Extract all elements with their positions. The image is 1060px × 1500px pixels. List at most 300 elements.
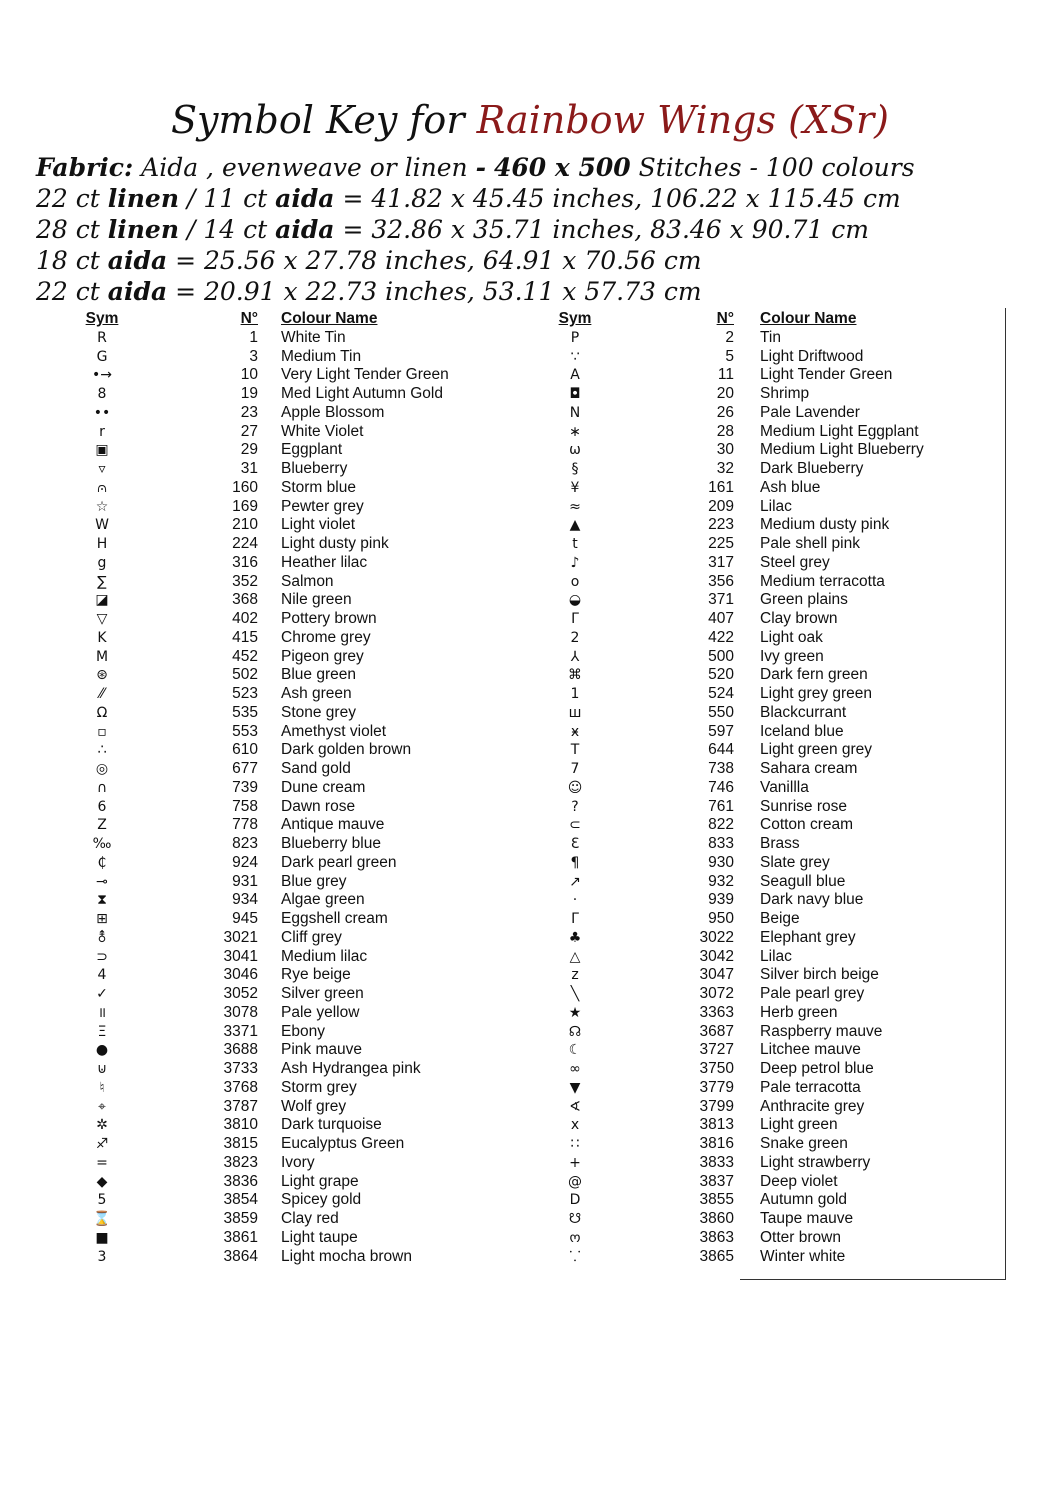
floss-number: 3750 — [699, 1060, 734, 1077]
key-row — [0, 404, 1060, 423]
colour-name: Cotton cream — [760, 816, 854, 834]
key-row — [0, 1098, 1060, 1117]
floss-number: 3688 — [223, 1041, 258, 1059]
floss-symbol: g — [97, 554, 107, 571]
floss-symbol: 2 — [570, 629, 580, 646]
fabric-sep: - — [475, 153, 486, 182]
stitch-count: 460 x 500 — [493, 153, 631, 182]
size-dimensions: = 32.86 x 35.71 inches, 83.46 x 90.71 cm — [342, 215, 869, 244]
floss-symbol: ӿ — [570, 723, 580, 740]
floss-symbol: ‰ — [92, 836, 112, 852]
floss-number: 160 — [232, 478, 258, 496]
key-row — [0, 985, 1060, 1004]
floss-symbol: ⊃ — [96, 948, 108, 965]
key-row — [0, 816, 1060, 835]
floss-number: 553 — [232, 722, 258, 740]
floss-symbol: R — [97, 329, 107, 346]
colour-name: Antique mauve — [281, 816, 385, 834]
floss-symbol: ☺ — [567, 779, 583, 796]
floss-number: 3046 — [223, 966, 258, 984]
floss-number: 3810 — [223, 1116, 258, 1134]
size-fabric-alt: aida — [275, 184, 335, 213]
size-fabric: aida — [107, 277, 168, 306]
colour-name: Beige — [760, 910, 800, 927]
key-row — [0, 479, 1060, 498]
floss-number: 32 — [716, 460, 734, 477]
floss-symbol: ∷ — [570, 1136, 580, 1152]
key-row — [0, 348, 1060, 367]
floss-number: 822 — [708, 816, 734, 834]
floss-number: 3042 — [699, 947, 734, 965]
header-sym: Sym — [85, 310, 119, 327]
floss-symbol: @ — [568, 1173, 582, 1190]
floss-number: 950 — [708, 910, 734, 927]
floss-number: 407 — [708, 610, 734, 627]
floss-symbol: ◆ — [96, 1173, 108, 1190]
floss-symbol: ☊ — [568, 1023, 582, 1040]
floss-symbol: ⧗ — [97, 892, 107, 909]
floss-symbol: ॥ — [97, 1004, 107, 1021]
floss-symbol: Γ — [571, 911, 579, 927]
colour-name: Pale shell pink — [760, 535, 860, 552]
floss-number: 677 — [232, 760, 258, 777]
size-count: 18 ct — [36, 246, 100, 275]
floss-symbol: ∢ — [569, 1098, 581, 1115]
floss-number: 3078 — [223, 1003, 258, 1021]
floss-symbol: 1 — [570, 686, 580, 702]
floss-number: 3837 — [699, 1172, 734, 1190]
key-row — [0, 460, 1060, 479]
floss-symbol: ⊂ — [569, 817, 581, 834]
floss-number: 371 — [708, 591, 734, 609]
floss-number: 823 — [232, 835, 258, 852]
floss-symbol: ₵ — [97, 854, 107, 871]
floss-number: 3813 — [699, 1116, 734, 1134]
colour-name: Medium lilac — [281, 947, 368, 965]
colour-name: Apple Blossom — [281, 403, 385, 421]
floss-symbol: ⊍ — [96, 1061, 108, 1077]
floss-symbol: ● — [95, 1042, 109, 1059]
floss-symbol: ◪ — [95, 592, 109, 609]
floss-number: 209 — [708, 497, 734, 515]
floss-symbol: z — [571, 967, 579, 984]
colour-name: Clay brown — [760, 610, 838, 627]
floss-symbol: ⊞ — [96, 911, 108, 927]
colour-name: Vanillla — [760, 778, 809, 796]
size-fabric: aida — [107, 246, 168, 275]
colour-name: Dawn rose — [281, 797, 356, 815]
colour-name: Medium terracotta — [760, 572, 885, 590]
floss-number: 761 — [708, 797, 734, 815]
floss-number: 28 — [716, 422, 734, 440]
key-row — [0, 554, 1060, 573]
colour-name: Blue grey — [281, 872, 347, 890]
column-header — [0, 310, 1060, 329]
key-row — [0, 873, 1060, 892]
key-row — [0, 498, 1060, 517]
floss-number: 610 — [232, 741, 258, 759]
colour-name: Light violet — [281, 516, 356, 534]
key-row — [0, 1229, 1060, 1248]
colour-name: Storm grey — [281, 1078, 357, 1096]
key-row — [0, 441, 1060, 460]
floss-symbol: A — [570, 367, 580, 384]
floss-number: 500 — [708, 647, 734, 665]
colour-name: Silver green — [281, 985, 364, 1002]
colour-name: Eggplant — [281, 441, 343, 459]
floss-number: 746 — [708, 778, 734, 796]
colour-name: Deep petrol blue — [760, 1060, 874, 1077]
size-line — [36, 214, 1036, 245]
floss-number: 23 — [240, 403, 258, 421]
floss-symbol: Ξ — [97, 1023, 107, 1040]
floss-symbol: ∩ — [96, 779, 108, 796]
floss-symbol: 7 — [570, 761, 580, 777]
page-title — [0, 92, 1060, 148]
floss-number: 3799 — [699, 1097, 734, 1115]
colour-name: Dark Blueberry — [760, 460, 864, 477]
key-row — [0, 666, 1060, 685]
size-count-alt: / 14 ct — [186, 215, 268, 244]
key-row — [0, 948, 1060, 967]
floss-number: 20 — [716, 385, 734, 402]
size-line — [36, 245, 1036, 276]
colour-name: Clay red — [281, 1210, 339, 1227]
fabric-label: Fabric: — [36, 153, 134, 182]
key-row — [0, 910, 1060, 929]
colour-name: Medium Light Eggplant — [760, 422, 919, 440]
header-number: N° — [240, 310, 258, 327]
floss-number: 31 — [240, 460, 258, 477]
colour-name: Ivy green — [760, 647, 824, 665]
floss-symbol: ♮ — [99, 1079, 105, 1096]
key-row — [0, 854, 1060, 873]
colour-name: Seagull blue — [760, 872, 846, 890]
floss-symbol: § — [571, 461, 579, 477]
size-fabric: linen — [107, 184, 180, 213]
floss-symbol: ω — [569, 442, 581, 459]
floss-number: 738 — [708, 760, 734, 777]
floss-symbol: ⩀ — [97, 479, 107, 496]
floss-number: 10 — [240, 366, 258, 384]
colour-name: Iceland blue — [760, 722, 844, 740]
size-dimensions: = 20.91 x 22.73 inches, 53.11 x 57.73 cm — [175, 277, 702, 306]
colour-name: Amethyst violet — [281, 722, 387, 740]
floss-number: 316 — [232, 553, 258, 571]
floss-number: 3047 — [699, 966, 734, 984]
colour-name: Medium Light Blueberry — [760, 441, 924, 459]
floss-symbol: N — [569, 404, 581, 421]
key-row — [0, 891, 1060, 910]
floss-symbol: ∑ — [97, 573, 107, 590]
floss-symbol: o — [570, 573, 580, 590]
colour-name: Pale yellow — [281, 1003, 360, 1021]
colour-name: Light dusty pink — [281, 535, 389, 552]
size-count: 22 ct — [36, 184, 100, 213]
floss-symbol: ◎ — [95, 761, 109, 777]
colour-name: Steel grey — [760, 553, 830, 571]
colour-name: Salmon — [281, 572, 334, 590]
floss-number: 223 — [708, 516, 734, 534]
floss-number: 3052 — [223, 985, 258, 1002]
colour-name: Medium Tin — [281, 347, 362, 365]
colour-name: Autumn gold — [760, 1191, 848, 1209]
floss-number: 3 — [249, 347, 258, 365]
floss-number: 520 — [708, 666, 734, 684]
colour-name: Dune cream — [281, 778, 366, 796]
size-dimensions: = 25.56 x 27.78 inches, 64.91 x 70.56 cm — [175, 246, 702, 275]
floss-symbol: ⁄⁄ — [99, 686, 105, 702]
floss-number: 3865 — [699, 1247, 734, 1265]
floss-number: 924 — [232, 853, 258, 871]
floss-number: 3861 — [223, 1228, 258, 1246]
colour-name: Shrimp — [760, 385, 810, 402]
floss-number: 225 — [708, 535, 734, 552]
floss-symbol: G — [96, 348, 108, 365]
key-row — [0, 366, 1060, 385]
floss-symbol: 8 — [97, 386, 107, 402]
floss-number: 161 — [708, 478, 734, 496]
floss-number: 3779 — [699, 1078, 734, 1096]
floss-number: 597 — [708, 722, 734, 740]
colour-name: Nile green — [281, 591, 352, 609]
size-dimensions: = 41.82 x 45.45 inches, 106.22 x 115.45 cm — [342, 184, 901, 213]
floss-number: 502 — [232, 666, 258, 684]
floss-number: 317 — [708, 553, 734, 571]
size-count: 22 ct — [36, 277, 100, 306]
floss-symbol: ▣ — [95, 442, 109, 459]
colour-name: Wolf grey — [281, 1097, 347, 1115]
colour-name: Cliff grey — [281, 928, 342, 946]
floss-symbol: Ɛ — [570, 836, 580, 852]
floss-symbol: ¥ — [570, 479, 580, 496]
floss-symbol: D — [569, 1192, 581, 1209]
floss-symbol: ⌛ — [93, 1211, 111, 1227]
key-row — [0, 516, 1060, 535]
floss-number: 3863 — [699, 1228, 734, 1246]
floss-symbol: ◒ — [568, 592, 582, 609]
colour-name: Otter brown — [760, 1228, 841, 1246]
colour-name: Heather lilac — [281, 553, 368, 571]
floss-symbol: ¶ — [570, 854, 580, 871]
floss-symbol: t — [572, 536, 578, 552]
key-row — [0, 1004, 1060, 1023]
floss-symbol: ⊛ — [96, 667, 108, 684]
colour-name: Blueberry blue — [281, 835, 381, 852]
floss-symbol: ■ — [95, 1229, 109, 1246]
size-fabric: linen — [107, 215, 180, 244]
size-count-alt: / 11 ct — [186, 184, 268, 213]
floss-number: 3041 — [223, 947, 258, 965]
colour-name: Pigeon grey — [281, 647, 364, 665]
floss-number: 3815 — [223, 1135, 258, 1152]
key-row — [0, 798, 1060, 817]
floss-number: 224 — [232, 535, 258, 552]
key-row — [0, 1023, 1060, 1042]
key-column-right — [0, 310, 1060, 1266]
floss-number: 368 — [232, 591, 258, 609]
floss-number: 524 — [708, 685, 734, 702]
key-row — [0, 741, 1060, 760]
floss-number: 352 — [232, 572, 258, 590]
colour-name: Light Driftwood — [760, 347, 864, 365]
colour-name: Light taupe — [281, 1228, 358, 1246]
size-count: 28 ct — [36, 215, 100, 244]
floss-number: 19 — [240, 385, 258, 402]
floss-symbol: ш — [568, 704, 582, 721]
colour-name: Algae green — [281, 891, 365, 909]
floss-symbol: ⌘ — [568, 667, 582, 684]
colour-name: Pottery brown — [281, 610, 377, 627]
floss-symbol: ╲ — [570, 986, 580, 1002]
key-row — [0, 1248, 1060, 1267]
floss-number: 3022 — [699, 928, 734, 946]
floss-number: 3687 — [699, 1022, 734, 1040]
colour-name: Herb green — [760, 1003, 838, 1021]
floss-symbol: •• — [93, 404, 111, 421]
floss-symbol: x — [570, 1117, 580, 1134]
colour-name: Pink mauve — [281, 1041, 362, 1059]
floss-number: 3733 — [223, 1060, 258, 1077]
fabric-types: Aida , evenweave or linen — [141, 153, 468, 182]
floss-symbol: •→ — [92, 367, 112, 384]
floss-number: 422 — [708, 628, 734, 646]
floss-symbol: 3 — [97, 1248, 107, 1265]
header-sym: Sym — [558, 310, 592, 327]
floss-symbol: ♐ — [95, 1136, 109, 1152]
floss-number: 3833 — [699, 1153, 734, 1171]
key-row — [0, 1210, 1060, 1229]
colour-name: Sahara cream — [760, 760, 858, 777]
colour-name: Green plains — [760, 591, 848, 609]
colour-name: Anthracite grey — [760, 1097, 865, 1115]
floss-number: 169 — [232, 497, 258, 515]
size-line — [36, 183, 1036, 214]
floss-symbol: W — [95, 517, 109, 534]
colour-name: Very Light Tender Green — [281, 366, 449, 384]
floss-symbol: Z — [97, 817, 107, 834]
colour-name: Pale terracotta — [760, 1078, 861, 1096]
floss-symbol: ♪ — [570, 554, 580, 571]
floss-number: 3816 — [699, 1135, 734, 1152]
stitches-suffix: Stitches - 100 colours — [638, 153, 915, 182]
key-row — [0, 1173, 1060, 1192]
floss-symbol: ▲ — [569, 517, 581, 534]
floss-number: 3371 — [223, 1022, 258, 1040]
colour-name: Ash Hydrangea pink — [281, 1060, 421, 1077]
colour-name: Lilac — [760, 947, 792, 965]
floss-symbol: H — [96, 536, 108, 552]
floss-symbol: △ — [569, 948, 581, 965]
colour-name: Chrome grey — [281, 628, 371, 646]
key-row — [0, 1154, 1060, 1173]
key-row — [0, 1116, 1060, 1135]
colour-name: Tin — [760, 328, 781, 346]
floss-number: 3072 — [699, 985, 734, 1002]
colour-name: Spicey gold — [281, 1191, 362, 1209]
key-row — [0, 591, 1060, 610]
floss-symbol: ✲ — [96, 1117, 108, 1134]
key-row — [0, 648, 1060, 667]
colour-name: Dark fern green — [760, 666, 868, 684]
floss-number: 210 — [232, 516, 258, 534]
colour-name: Dark navy blue — [760, 891, 864, 909]
colour-name: Eucalyptus Green — [281, 1135, 405, 1152]
floss-symbol: ✓ — [96, 986, 108, 1002]
size-fabric-alt: aida — [275, 215, 335, 244]
floss-symbol: · — [572, 892, 578, 909]
floss-symbol: ∞ — [569, 1061, 581, 1077]
floss-symbol: 5 — [97, 1192, 107, 1209]
floss-symbol: ☾ — [568, 1042, 582, 1059]
floss-symbol: ↗ — [569, 873, 581, 890]
floss-number: 3727 — [699, 1041, 734, 1059]
floss-number: 30 — [716, 441, 734, 459]
colour-name: Taupe mauve — [760, 1210, 854, 1227]
floss-symbol: ∴ — [97, 742, 107, 759]
floss-number: 3021 — [223, 928, 258, 946]
floss-symbol: T — [570, 742, 580, 759]
colour-name: Ash green — [281, 685, 352, 702]
key-row — [0, 760, 1060, 779]
floss-number: 932 — [708, 872, 734, 890]
colour-name: Blackcurrant — [760, 703, 847, 721]
floss-symbol: P — [570, 329, 580, 346]
key-row — [0, 685, 1060, 704]
colour-name: Light oak — [760, 628, 823, 646]
key-row — [0, 1135, 1060, 1154]
colour-name: Stone grey — [281, 703, 356, 721]
colour-name: White Violet — [281, 422, 364, 440]
colour-name: Light strawberry — [760, 1153, 871, 1171]
floss-symbol: ◘ — [569, 386, 581, 402]
floss-number: 3855 — [699, 1191, 734, 1209]
colour-name: Light green — [760, 1116, 838, 1134]
colour-name: Ash blue — [760, 478, 821, 496]
floss-symbol: ⸪ — [569, 1248, 581, 1265]
colour-name: Dark turquoise — [281, 1116, 382, 1134]
floss-number: 452 — [232, 647, 258, 665]
floss-symbol: ⌖ — [98, 1098, 106, 1115]
floss-number: 523 — [232, 685, 258, 702]
floss-number: 26 — [716, 403, 734, 421]
colour-name: Dark pearl green — [281, 853, 397, 871]
key-row — [0, 535, 1060, 554]
floss-symbol: ▽ — [96, 611, 108, 627]
floss-number: 3836 — [223, 1172, 258, 1190]
key-row — [0, 1079, 1060, 1098]
colour-name: Med Light Autumn Gold — [281, 385, 443, 402]
header-colour-name: Colour Name — [760, 310, 857, 327]
floss-number: 939 — [708, 891, 734, 909]
colour-name: Rye beige — [281, 966, 351, 984]
size-line — [36, 276, 1036, 307]
colour-name: Blueberry — [281, 460, 348, 477]
floss-symbol: 6 — [97, 798, 107, 815]
key-row — [0, 423, 1060, 442]
colour-name: Light grey green — [760, 685, 873, 702]
colour-name: Eggshell cream — [281, 910, 388, 927]
colour-name: Sand gold — [281, 760, 351, 777]
floss-symbol: ≈ — [569, 498, 581, 515]
floss-number: 29 — [240, 441, 258, 459]
floss-symbol: ☆ — [95, 498, 109, 515]
floss-number: 934 — [232, 891, 258, 909]
key-row — [0, 779, 1060, 798]
colour-name: Snake green — [760, 1135, 848, 1152]
floss-number: 739 — [232, 778, 258, 796]
floss-number: 3823 — [223, 1153, 258, 1171]
